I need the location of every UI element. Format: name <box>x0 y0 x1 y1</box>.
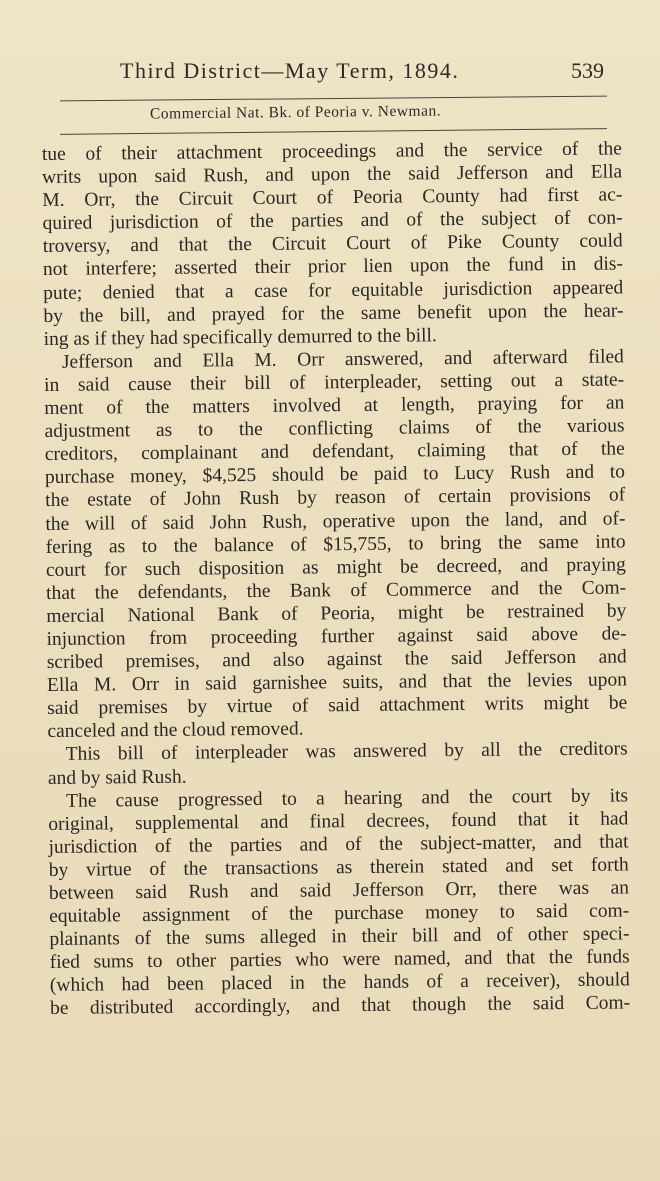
text-line: jurisdiction of the parties and of the subject-matter, and that <box>48 831 629 858</box>
text-line: not interfere; asserted their prior lien upon the fund in dis- <box>42 253 624 281</box>
page-number: 539 <box>571 58 604 83</box>
text-line: injunction from proceeding further against said above de- <box>46 623 627 650</box>
header-rule-top <box>60 96 607 102</box>
text-line: by virtue of the transactions as therein stated and set forth <box>48 854 629 881</box>
header-rule-bottom <box>60 128 607 135</box>
text-line: scribed premises, and also against the said Jefferson and <box>46 646 627 674</box>
text-line: in said cause their bill of interpleader, setting out a state- <box>44 369 625 396</box>
text-line: mercial National Bank of Peoria, might be restrained by <box>46 600 627 627</box>
text-line: tue of their attachment proceedings and the service of the <box>41 138 622 166</box>
text-line: plainants of the sums alleged in their bill and of other speci- <box>49 923 630 951</box>
text-line: This bill of interpleader was answered by all the creditors <box>65 738 628 766</box>
text-line: pute; denied that a case for equitable jurisdiction appeared <box>43 277 624 304</box>
text-line: purchase money, $4,525 should be paid to Lucy Rush and to <box>44 461 626 489</box>
body-text <box>42 137 630 1020</box>
text-line: the estate of John Rush by reason of certain provisions of <box>45 484 626 512</box>
text-line: (which had been placed in the hands of a receiver), should <box>49 969 630 997</box>
text-line: fering as to the balance of $15,755, to bring the same into <box>45 531 626 558</box>
text-line: fied sums to other parties who were named, and that the funds <box>49 946 630 974</box>
running-head: Third District—May Term, 1894. <box>120 58 460 83</box>
text-line: the will of said John Rush, operative upon the land, and of- <box>45 507 626 535</box>
text-line: court for such disposition as might be decreed, and praying <box>45 554 626 581</box>
text-line: canceled and the cloud removed. <box>47 718 304 743</box>
text-line: writs upon said Rush, and upon the said Jefferson and Ella <box>42 161 623 189</box>
text-line: Jefferson and Ella M. Orr answered, and afterward filed <box>61 346 624 373</box>
text-line: equitable assignment of the purchase money to said com- <box>49 900 630 928</box>
text-line: quired jurisdiction of the parties and of the subject of con- <box>42 207 623 235</box>
case-name: Commercial Nat. Bk. of Peoria v. Newman. <box>149 102 442 123</box>
text-line: ment of the matters involved at length, praying for an <box>44 392 625 420</box>
text-line: troversy, and that the Circuit Court of Pike County could <box>42 230 623 258</box>
text-line: be distributed accordingly, and that though the said Com- <box>49 992 631 1020</box>
text-line: The cause progressed to a hearing and the court by its <box>66 785 629 812</box>
text-line: ing as if they had specifically demurred to the bill. <box>43 324 437 350</box>
text-line: said premises by virtue of said attachment writs might be <box>47 692 628 720</box>
text-line: and by said Rush. <box>47 766 187 789</box>
text-line: by the bill, and prayed for the same benefit upon the hear- <box>43 300 624 327</box>
text-line: original, supplemental and final decrees, found that it had <box>48 808 629 835</box>
text-line: creditors, complainant and defendant, claiming that of the <box>44 438 625 466</box>
text-line: M. Orr, the Circuit Court of Peoria County had first ac- <box>42 184 623 212</box>
text-line: Ella M. Orr in said garnishee suits, and that the levies upon <box>46 669 628 697</box>
text-line: that the defendants, the Bank of Commerce and the Com- <box>46 577 627 604</box>
text-line: between said Rush and said Jefferson Orr, there was an <box>48 877 630 904</box>
text-line: adjustment as to the conflicting claims of the various <box>44 415 625 443</box>
